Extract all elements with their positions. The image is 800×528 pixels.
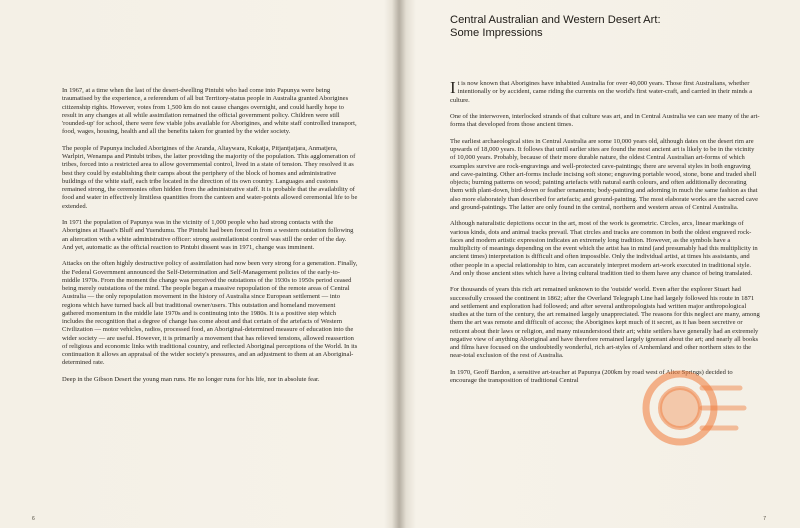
- left-paragraph: In 1967, at a time when the last of the desert-dwelling Pintubi who had come into Papunya were being traumatised by the experience, a referendum of all but Territory-status people in Australia granted Aborigines citizenship rights. However, votes from 1,500 km do not cause changes overnight, and could hardly hope to result in any changes at all while assimilation remained the official government policy. Children were still 'rounded-up' for school, there were few viable jobs available for Aborigines, and white staff controlled transport, food, wages, housing, health and all the benefits taken for granted by the wider society.: [62, 87, 357, 136]
- page-number-left: 6: [32, 516, 35, 522]
- left-paragraph: The people of Papunya included Aborigines of the Aranda, Aliaywara, Kukatja, Pitjantjatjara, Anmatjera, Warlpiri, Wenampa and Pintubi tribes, the latter providing the majority of the population. This agglomeration of tribes, forced into a restricted area to allow governmental control, lived in a state of tension. They resolved it as best they could by establishing their camps about the periphery of the block of homes and administrative buildings of the white staff, each tribe located in the direction of its own country. Languages and customs remained strong, the ceremonies often hidden from the administrative staff. It is probable that the availability of food and water in effectively limitless quantities from the canteen and water-points allowed ceremonial life to be extended.: [62, 144, 358, 210]
- right-paragraph: One of the interwoven, interlocked strands of that culture was art, and in Central Australia we can see many of the art-forms that developed from those ancient times.: [450, 113, 760, 129]
- right-paragraph: For thousands of years this rich art remained unknown to the 'outside' world. Even after the explorer Stuart had successfully crossed the continent in 1862; after the Overland Telegraph Line had largely followed his route in 1871 and settlement and exploration had followed; and after several anthropologists had written major anthropological studies at the turn of the century, the art remained largely unappreciated. The reasons for this neglect are many, among them the art was remote and difficult of access; the Aborigines kept much of it secret, as it has been secretive or reticent about their laws or religion, and many misunderstood their art; white settlers have generally had an extremely negative view of anything Aboriginal and have therefore remained largely ignorant about the art; and nearly all books and films have focused on the undoubtedly wonderful, rich art-styles of Arnhemland and other northern sites to the near-total exclusion of the rest of Australia.: [450, 286, 760, 360]
- right-paragraph: Although naturalistic depictions occur in the art, most of the work is geometric. Circles, arcs, linear markings of various kinds, dots and animal tracks prevail. That circles and tracks are common in both the oldest engraved rock-faces and modern artistic expression indicates an extremely long tradition. However, as the symbols have a multiplicity of meanings depending on the event which the artist has in mind (and presumably had this multiplicity in ancient times) interpretation is difficult and often impossible. Only the individual artist, at times his assistants, and other people in a special relationship to him, can accurately interpret modern art-work executed in traditional style. And only those ancient sites which have a living cultural tradition tied to them have any chance of being translated.: [450, 220, 758, 277]
- right-page: [402, 0, 800, 528]
- left-paragraph: In 1971 the population of Papunya was in the vicinity of 1,000 people who had strong contacts with the Aborigines at Haast's Bluff and Yuendumu. The Pintubi had been forced in from a western outstation following an altercation with a white administrative officer: strong assimilationist control was still the order of the day. And yet, automatic as the official reaction to Pintubi dissent was in 1971, change was imminent.: [62, 219, 354, 251]
- left-page-body: [62, 87, 358, 392]
- chapter-title-line-1: Central Australian and Western Desert Art:: [450, 14, 661, 26]
- left-paragraph: Attacks on the often highly destructive policy of assimilation had now been very strong for a generation. Finally, the Federal Government announced the Self-Determination and Self-Management policies of the early-to-middle 1970s. From the moment the change was perceived the outstations of the 1930s to 1950s period ceased being merely outstations of the mind. The people began a massive repopulation of the remote areas of Central Australia — the only repopulation movement in the history of Australia since European settlement — into regions which have turned back all but traditional owner/users. This outstation and homeland movement gathered momentum in the middle late 1970s and is continuing into the 1980s. It is a positive step which includes the recognition that a degree of change has come about and that certain of the artefacts of Western Civilization — motor vehicles, radios, processed food, an Aboriginal-determined measure of education into the wider society — are useful. However, it is primarily a movement that has relieved tensions, allowed reassertion of religious and economic links with traditional country, and reflected Aboriginal perceptions of the World. In its continuation it allows an appraisal of the wider society's pressures, and an adjustment to them at an Aboriginal-determined rate.: [62, 260, 358, 367]
- opening-paragraph: It is now known that Aborigines have inhabited Australia for over 40,000 years. Those first Australians, whether intentionally or by accident, came riding the currents on the world's first water-craft, and carried in their minds a culture.: [450, 78, 753, 104]
- right-paragraph: The earliest archaeological sites in Central Australia are some 10,000 years old, although dates on the desert rim are upwards of 18,000 years. It follows that until earlier sites are found the most ancient art is likely to be in the vicinity of 10,000 years. Probably, because of their more durable nature, the oldest Central Australian art-forms of which examples survive are rock-engravings and well-protected cave-paintings; there are several styles in both engraving and cave-painting. Other art-forms include incising soft stone; engraving portable wood, stone, bone and traded shell objects; burning patterns on wood; painting artefacts with natural earth colours, and often additionally decorating them with plant-down, bird-down or feather ornaments; body-painting and adorning in much the same fashion as that also more elaborately than described for artefacts; and ground-painting. The most elaborate works are the sacred cave and ground-paintings. The latter are only found in the central, northern and western areas of Central Australia.: [450, 137, 759, 211]
- page-number-right: 7: [763, 516, 766, 522]
- chapter-title: [450, 14, 770, 40]
- left-page: [0, 0, 398, 528]
- chapter-title-line-2: Some Impressions: [450, 27, 543, 39]
- left-paragraph: Deep in the Gibson Desert the young man runs. He no longer runs for his life, nor in absolute fear.: [62, 375, 320, 383]
- right-paragraph: In 1970, Geoff Bardon, a sensitive art-teacher at Papunya (200km by road west of Alice Springs) decided to encourage the transposition of traditional Central: [450, 368, 733, 385]
- right-page-body: [450, 80, 760, 394]
